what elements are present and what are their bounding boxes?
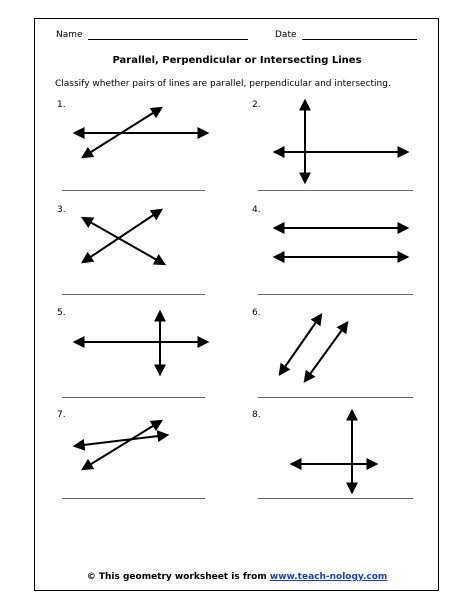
diagram-4 [275, 228, 407, 257]
footer [0, 572, 474, 582]
problem-number-1: 1. [57, 100, 66, 110]
footer-text: © This geometry worksheet is from [86, 572, 270, 582]
worksheet-title: Parallel, Perpendicular or Intersecting Lines [112, 55, 362, 66]
problem-number-2: 2. [252, 100, 261, 110]
diagram-8 [292, 411, 376, 492]
diagram-7 [75, 421, 167, 469]
problem-number-3: 3. [57, 205, 66, 215]
problem-number-6: 6. [252, 308, 261, 318]
diagram-6-line-a [280, 315, 321, 374]
problem-number-7: 7. [57, 410, 66, 420]
diagram-3-line-b [83, 210, 161, 262]
diagram-3-line-a [83, 218, 164, 264]
name-label: Name [56, 30, 83, 40]
problem-number-5: 5. [57, 308, 66, 318]
diagram-6 [280, 315, 347, 381]
problem-number-8: 8. [252, 410, 261, 420]
diagram-7-line-a [75, 435, 167, 446]
diagram-7-line-b [83, 421, 161, 469]
diagram-1 [75, 108, 207, 157]
diagram-6-line-b [305, 323, 347, 381]
footer-link[interactable]: www.teach-nology.com [269, 572, 388, 582]
diagram-2 [275, 101, 407, 182]
diagram-3 [83, 210, 164, 264]
date-label: Date [275, 30, 297, 40]
instructions: Classify whether pairs of lines are parallel, perpendicular and intersecting. [55, 79, 391, 89]
problem-number-4: 4. [252, 205, 261, 215]
diagram-5 [75, 312, 207, 374]
